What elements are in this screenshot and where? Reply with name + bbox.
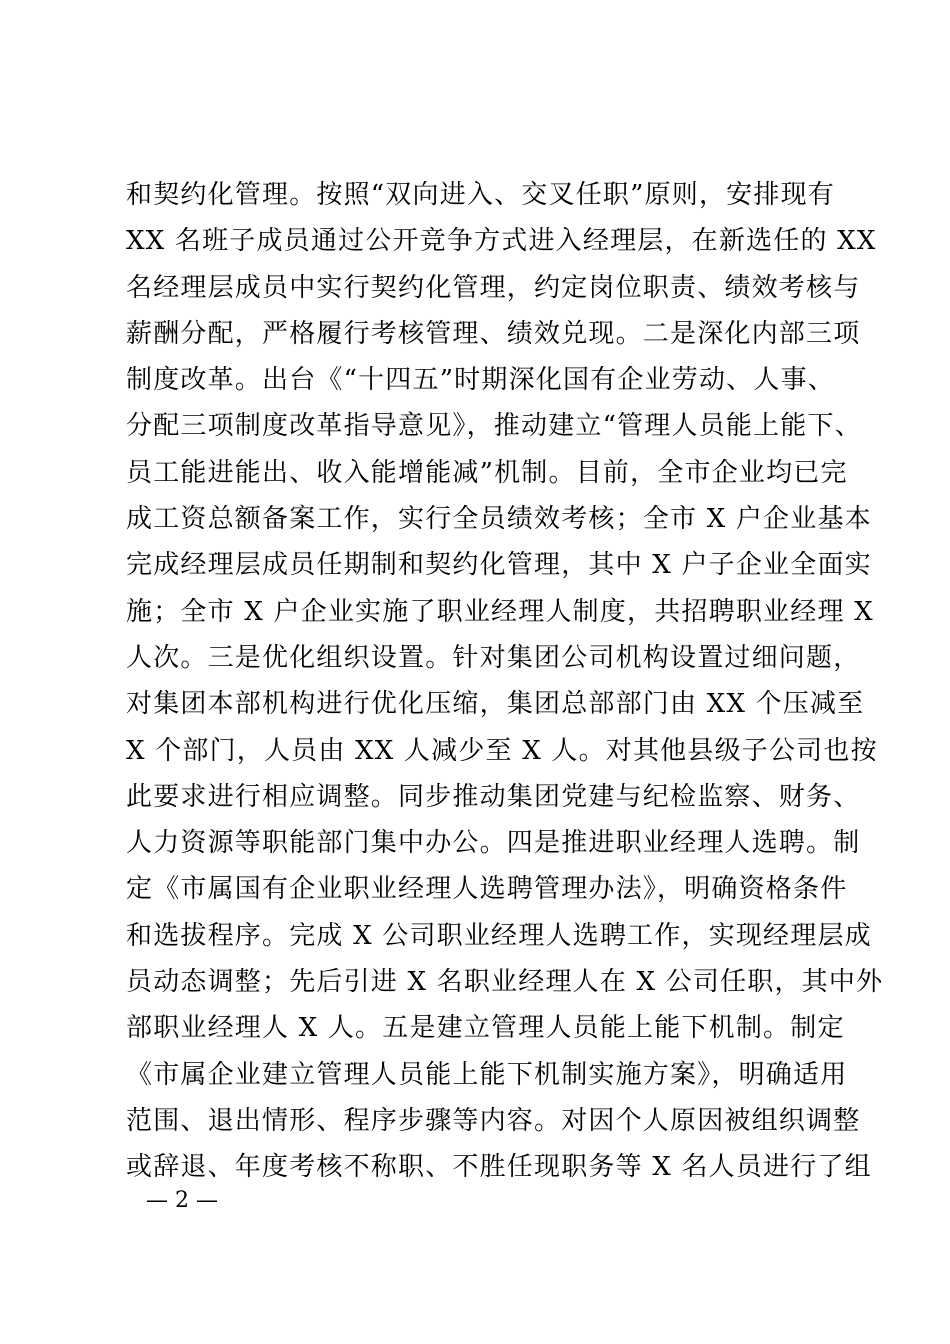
text-line-12: 对集团本部机构进行优化压缩，集团总部部门由 XX 个压减至	[126, 689, 865, 720]
text-line-11: 人次。三是优化组织设置。针对集团公司机构设置过细问题，	[126, 642, 861, 673]
text-line-8: 成工资总额备案工作，实行全员绩效考核；全市 X 户企业基本	[126, 504, 872, 535]
page-number: — 2 —	[146, 1188, 218, 1213]
text-line-16: 定《市属国有企业职业经理人选聘管理办法》，明确资格条件	[126, 874, 848, 905]
text-line-22: 或辞退、年度考核不称职、不胜任现职务等 X 名人员进行了组	[126, 1152, 872, 1183]
text-line-14: 此要求进行相应调整。同步推动集团党建与纪检监察、财务、	[126, 781, 861, 812]
text-line-9: 完成经理层成员任期制和契约化管理，其中 X 户子企业全面实	[126, 550, 872, 581]
text-line-15: 人力资源等职能部门集中办公。四是推进职业经理人选聘。制	[126, 828, 861, 859]
body-text	[126, 172, 884, 1191]
text-line-19: 部职业经理人 X 人。五是建立管理人员能上能下机制。制定	[126, 1013, 845, 1044]
text-line-3: 名经理层成员中实行契约化管理，约定岗位职责、绩效考核与	[126, 272, 861, 303]
text-line-1: 和契约化管理。按照“双向进入、交叉任职”原则，安排现有	[126, 180, 835, 210]
text-line-18: 员动态调整；先后引进 X 名职业经理人在 X 公司任职，其中外	[126, 967, 884, 998]
text-line-17: 和选拔程序。完成 X 公司职业经理人选聘工作，实现经理层成	[126, 920, 872, 951]
text-line-20: 《市属企业建立管理人员能上能下机制实施方案》，明确适用	[126, 1059, 848, 1090]
text-line-5: 制度改革。出台《“十四五”时期深化国有企业劳动、人事、	[126, 365, 835, 396]
text-line-13: X 个部门，人员由 XX 人减少至 X 人。对其他县级子公司也按	[126, 735, 878, 766]
text-line-4: 薪酬分配，严格履行考核管理、绩效兑现。二是深化内部三项	[126, 318, 861, 349]
text-line-7: 员工能进能出、收入能增能减”机制。目前，全市企业均已完	[126, 457, 848, 488]
text-line-2: XX 名班子成员通过公开竞争方式进入经理层，在新选任的 XX	[126, 226, 877, 257]
text-line-10: 施；全市 X 户企业实施了职业经理人制度，共招聘职业经理 X	[126, 596, 874, 627]
text-line-6: 分配三项制度改革指导意见》，推动建立“管理人员能上能下、	[126, 411, 862, 442]
text-line-21: 范围、退出情形、程序步骤等内容。对因个人原因被组织调整	[126, 1105, 861, 1136]
